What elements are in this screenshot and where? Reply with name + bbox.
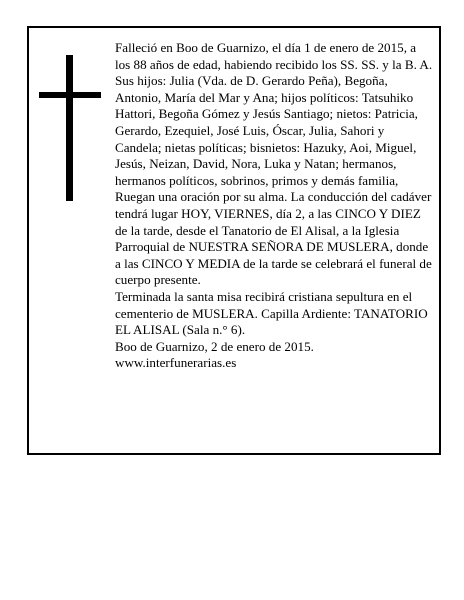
burial-details: Terminada la santa misa recibirá cristiana sepultura en el cementerio de MUSLERA. Capilla Ardiente: TANATORIO EL ALISAL (Sala n.° 6). [115,288,428,338]
obituary-notice [27,26,441,455]
website: www.interfunerarias.es [115,355,237,371]
obituary-text [115,40,433,372]
family-list: Sus hijos: Julia (Vda. de D. Gerardo Peña), Begoña, Antonio, María del Mar y Ana; hijos políticos: Tatsuhiko Hattori, Begoña Gómez y Jesús Santiago; nietos: Patricia, Gerardo, Ezequiel, José Luis, Óscar, Julia, Sahori y Candela; nietas políticas; bisnietos: Hazuky, Aoi, Miguel, Jesús, Neizan, David, Nora, Luka y Natan; hermanos, hermanos políticos, sobrinos, primos y demás familia, [115,73,418,188]
cross-vertical-bar [66,55,73,201]
latin-cross-icon [39,55,101,201]
place-and-date: Boo de Guarnizo, 2 de enero de 2015. [115,338,314,354]
cross-horizontal-bar [39,92,101,98]
death-announcement: Falleció en Boo de Guarnizo, el día 1 de enero de 2015, a los 88 años de edad, habiendo recibido los SS. SS. y la B. A. [115,40,433,72]
funeral-details: Ruegan una oración por su alma. La conducción del cadáver tendrá lugar HOY, VIERNES, día 2, a las CINCO Y DIEZ de la tarde, desde el Tanatorio de El Alisal, a la Iglesia Parroquial de NUESTRA SEÑORA DE MUSLERA, donde a las CINCO Y MEDIA de la tarde se celebrará el funeral de cuerpo presente. [115,189,432,288]
